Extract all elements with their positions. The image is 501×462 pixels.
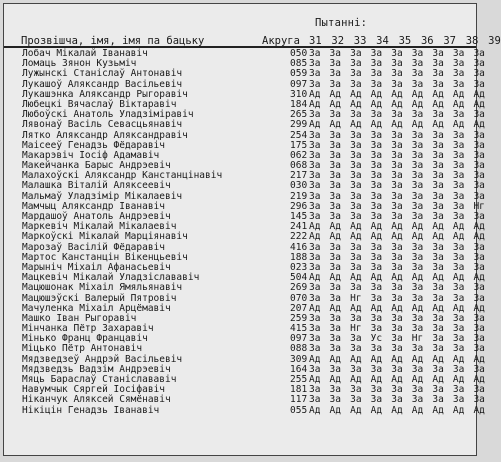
- question-number: 36: [420, 35, 434, 47]
- district-number: 269: [290, 282, 308, 294]
- deputy-name: Мачуленка Міхаіл Арцёмавіч: [22, 302, 171, 314]
- deputy-name: Мацкевіч Мікалай Уладзіслававіч: [22, 272, 200, 284]
- vote-values: Ад Ад Ад Ад Ад Ад Ад Ад Ад: [309, 119, 485, 131]
- deputy-name: Марозаў Васілій Фёдаравіч: [22, 241, 165, 253]
- deputy-name: Макарэвіч Іосіф Адамавіч: [22, 149, 160, 161]
- district-number: 184: [290, 98, 308, 110]
- vote-values: За За За За За За За За За: [309, 363, 485, 375]
- vote-values: За За За За За За За За За: [309, 261, 485, 273]
- vote-values: Ад Ад Ад Ад Ад Ад Ад Ад Ад: [309, 221, 485, 233]
- vote-values: За За За За За За За За За: [309, 58, 485, 70]
- deputy-name: Маркевіч Мікалай Мікалаевіч: [22, 221, 177, 233]
- vote-values: За За За За За За За За За: [309, 139, 485, 151]
- district-number: 175: [290, 139, 308, 151]
- district-number: 265: [290, 109, 308, 121]
- vote-values: За За За За За За За За За: [309, 241, 485, 253]
- vote-values: За За За За За За За За За: [309, 343, 485, 355]
- district-number: 023: [290, 261, 308, 273]
- deputy-name: Любецкі Вячаслаў Віктаравіч: [22, 98, 177, 110]
- vote-values: За За За За За За За За За: [309, 170, 485, 182]
- district-number: 217: [290, 170, 308, 182]
- questions-title: Пытанні:: [315, 17, 368, 29]
- deputy-name: Мальмаў Уладзімір Мікалаевіч: [22, 190, 183, 202]
- district-number: 070: [290, 292, 308, 304]
- vote-values: Ад Ад Ад Ад Ад Ад Ад Ад Ад: [309, 88, 485, 100]
- deputy-name: Мацюшэўскі Валерый Пятровіч: [22, 292, 177, 304]
- district-number: 255: [290, 374, 308, 385]
- district-number: 145: [290, 211, 308, 222]
- district-number: 062: [290, 149, 308, 161]
- vote-values: За За За Ус За Нг За За За: [309, 333, 485, 345]
- district-number: 416: [290, 241, 308, 253]
- question-number: 34: [376, 35, 389, 47]
- vote-values: За За За За За За За За За: [309, 384, 485, 396]
- question-number: 38: [465, 35, 479, 47]
- vote-values: Ад Ад Ад Ад Ад Ад Ад Ад Ад: [309, 98, 485, 110]
- district-number: 309: [290, 353, 308, 365]
- district-number: 188: [290, 251, 308, 263]
- district-number: 181: [290, 384, 308, 396]
- deputy-name: Лявонаў Васіль Севасцьянавіч: [22, 119, 183, 131]
- deputy-name: Мінько Франц Францавіч: [22, 333, 148, 345]
- deputy-list: [4, 48, 485, 416]
- district-number: 068: [290, 160, 308, 172]
- vote-values: За За За За За За За За За: [309, 48, 485, 59]
- deputy-name: Нікіцін Генадзь Іванавіч: [22, 404, 160, 416]
- district-number: 299: [290, 119, 308, 131]
- district-number: 415: [290, 323, 308, 335]
- district-number: 097: [290, 333, 308, 345]
- vote-values: Ад Ад Ад Ад Ад Ад Ад Ад Ад: [309, 272, 485, 284]
- vote-values: За За За За За За За За За: [309, 129, 485, 141]
- district-number: 310: [290, 88, 308, 100]
- vote-values: За За За За За За За За За: [309, 211, 485, 222]
- vote-values: Ад Ад Ад Ад Ад Ад Ад Ад Ад: [309, 353, 485, 365]
- deputy-name: Малашка Віталій Аляксеевіч: [22, 180, 171, 192]
- district-number: 097: [290, 78, 308, 90]
- district-number: 164: [290, 363, 308, 375]
- deputy-name: Мядзведзь Вадзім Андрэевіч: [22, 363, 171, 375]
- vote-values: За За За За За За За За За: [309, 251, 485, 263]
- deputy-name: Мартос Канстанцін Вікенцьевіч: [22, 251, 188, 263]
- deputy-name: Ніканчук Аляксей Сямёнавіч: [22, 394, 171, 406]
- deputy-name: Мінчанка Пётр Захаравіч: [22, 323, 154, 335]
- deputy-name: Мяць Бараслаў Станіслававіч: [22, 374, 177, 385]
- question-number: 39: [488, 35, 501, 47]
- deputy-name: Мардашоў Анатоль Андрэевіч: [22, 211, 171, 222]
- vote-values: За За За За За За За За За: [309, 180, 485, 192]
- deputy-name: Маркоўскі Мікалай Марціянавіч: [22, 231, 188, 243]
- question-number: 31: [309, 35, 322, 47]
- vote-values: За За За За За За За За За: [309, 394, 485, 406]
- deputy-name: Машко Іван Рыгоравіч: [22, 312, 137, 324]
- deputy-name: Лукашэнка Аляксандр Рыгоравіч: [22, 88, 188, 100]
- district-column-header: Акруга: [262, 35, 300, 47]
- district-number: 055: [290, 404, 308, 416]
- vote-values: Ад Ад Ад Ад Ад Ад Ад Ад Ад: [309, 374, 485, 385]
- voting-record-sheet: [3, 3, 501, 456]
- deputy-name: Малахоўскі Аляксандр Канстанцінавіч: [22, 170, 223, 182]
- question-number: 33: [353, 35, 367, 47]
- district-number: 241: [290, 221, 308, 233]
- deputy-name: Навумчык Сяргей Іосіфавіч: [22, 384, 165, 396]
- district-number: 050: [290, 48, 308, 59]
- vote-values: За За За За За За За За За: [309, 282, 485, 294]
- vote-values: За За Нг За За За За За За: [309, 323, 485, 335]
- deputy-name: Міцько Пётр Антонавіч: [22, 343, 143, 355]
- vote-values: За За За За За За За За За: [309, 109, 485, 121]
- table-row: [4, 404, 485, 416]
- question-numbers: [309, 35, 501, 47]
- table-header: [4, 8, 501, 48]
- vote-values: Ад Ад Ад Ад Ад Ад Ад Ад Ад: [309, 302, 485, 314]
- vote-values: За За За За За За За За За: [309, 160, 485, 172]
- deputy-name: Марыніч Міхаіл Афанасьевіч: [22, 261, 171, 273]
- district-number: 259: [290, 312, 308, 324]
- question-number: 37: [443, 35, 456, 47]
- district-number: 254: [290, 129, 308, 141]
- table-row: [4, 282, 485, 294]
- question-number: 32: [331, 35, 345, 47]
- question-number: 35: [398, 35, 412, 47]
- district-number: 222: [290, 231, 308, 243]
- district-number: 207: [290, 302, 308, 314]
- vote-values: За За За За За За За За За: [309, 68, 485, 80]
- deputy-name: Лукашоў Аляксандр Васільевіч: [22, 78, 183, 90]
- deputy-name: Маісееў Генадзь Фёдаравіч: [22, 139, 165, 151]
- district-number: 088: [290, 343, 308, 355]
- vote-values: За За За За За За За За За: [309, 149, 485, 161]
- table-row: [4, 119, 485, 131]
- name-column-header: Прозвішча, імя, імя па бацьку: [21, 35, 205, 47]
- vote-values: Ад Ад Ад Ад Ад Ад Ад Ад Ад: [309, 231, 485, 243]
- deputy-name: Мядзведзеў Андрэй Васільевіч: [22, 353, 183, 365]
- district-number: 219: [290, 190, 308, 202]
- vote-values: За За За За За За За За За: [309, 312, 485, 324]
- deputy-name: Макейчанка Барыс Андрэевіч: [22, 160, 171, 172]
- district-number: 030: [290, 180, 308, 192]
- deputy-name: Любоўскі Анатоль Уладзіміравіч: [22, 109, 194, 121]
- district-number: 059: [290, 68, 308, 80]
- district-number: 504: [290, 272, 308, 284]
- deputy-name: Лятко Аляксандр Аляксандравіч: [22, 129, 188, 141]
- vote-values: За За За За За За За За За: [309, 78, 485, 90]
- vote-values: За За За За За За За За Нг: [309, 200, 485, 212]
- deputy-name: Мацюшонак Міхаіл Ямяльянавіч: [22, 282, 183, 294]
- district-number: 117: [290, 394, 308, 406]
- vote-values: Ад Ад Ад Ад Ад Ад Ад Ад Ад: [309, 404, 485, 416]
- district-number: 085: [290, 58, 308, 70]
- vote-values: За За За За За За За За За: [309, 190, 485, 202]
- deputy-name: Ломаць Зянон Кузьміч: [22, 58, 137, 70]
- vote-values: За За Нг За За За За За За: [309, 292, 485, 304]
- deputy-name: Лобач Мікалай Іванавіч: [22, 48, 148, 59]
- district-number: 296: [290, 200, 308, 212]
- deputy-name: Мамчыц Аляксандр Іванавіч: [22, 200, 165, 212]
- deputy-name: Лужынскі Станіслаў Антонавіч: [22, 68, 183, 80]
